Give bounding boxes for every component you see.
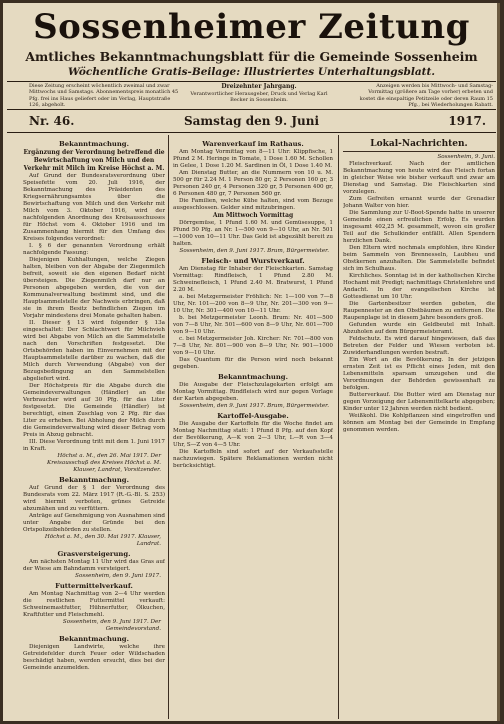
- signature: Sossenheim, den 9. Juni 1917.: [75, 573, 161, 579]
- issue-bar: [7, 111, 496, 131]
- column-divider: [168, 135, 169, 719]
- section-heading: Bekanntmachung.: [59, 140, 129, 148]
- issue-date: Samstag den 9. Juni: [183, 114, 320, 128]
- dateline: Sossenheim, 9. Juni.: [437, 154, 495, 160]
- article-paragraph: Auf Grund der Bundesratsverordnung über Speisefette vom 20. Juli 1916, der Bekanntmachung des Präsidenten des Kriegsernährungsamtes über die Bewirtschaftung von Milch und den Verkehr mit Milch vom 3. Oktober 1916, wird der nachfolgenden Anordnung des Kreisausschusses für Höchst vom 4. Oktober 1916 und im Zusammenhang hiermit für den Umfang des Kreises folgendes verordnet:: [23, 173, 165, 242]
- article-paragraph: b. bei Metzgermeister Leonh. Brum: Nr. 401—500 von 7—8 Uhr, Nr. 501—600 von 8—9 Uhr, Nr. 601—700 von 9—10 Uhr.: [173, 315, 333, 335]
- article-paragraph: III. Diese Verordnung tritt mit dem 1. Juni 1917 in Kraft.: [23, 439, 165, 452]
- section-heading: Futtermittelverkauf.: [55, 582, 133, 590]
- publisher-info: [183, 83, 335, 104]
- article-paragraph: Ein Wort an die Bevölkerung. In der jetzigen ernsten Zeit ist es Pflicht eines Jeden, mit den Lebensmitteln sparsam umzugehen und die Verordnungen der Behörden gewissenhaft zu befolgen.: [343, 357, 495, 391]
- divider: [7, 109, 496, 110]
- section-heading: Bekanntmachung.: [59, 635, 129, 643]
- section-heading: Fleisch- und Wurstverkauf.: [201, 257, 305, 265]
- signature: Höchst a. M., den 26. Mai 1917. Der Kreisausschuß des Kreises Höchst a. M. Klauser, Landrat, Vorsitzender.: [47, 453, 161, 473]
- article-paragraph: Fleischverkauf. Nach der amtlichen Bekanntmachung von heute wird das Fleisch fortan in gleicher Weise wie bisher verkauft und zwar am Dienstag und Samstag. Die Fleischkarten sind vorzulegen.: [343, 161, 495, 195]
- article-paragraph: Zum Gefreiten ernannt wurde der Grenadier Johann Walter von hier.: [343, 196, 495, 209]
- signature: Sossenheim, den 9. Juni 1917. Brum, Bürgermeister.: [179, 248, 329, 254]
- article-paragraph: Der Höchstpreis für die Abgabe durch die Gemeindeverwaltungen (Händler) an die Verbraucher wird auf 30 Pfg. für das Liter festgesetzt. Die Gemeinde (Händler) ist berechtigt, einen Zuschlag von 2 Pfg. für das Liter zu erheben. Bei Abholung der Milch durch die Gemeindeverwaltung wird dieser Betrag vom Preis in Abzug gebracht.: [23, 383, 165, 438]
- publisher-label: Verantwortlicher Herausgeber, Druck und Verlag Karl Becker in Sossenheim.: [190, 91, 328, 104]
- signature: Höchst a. M., den 30. Mai 1917. Klauser, Landrat.: [44, 534, 161, 547]
- section-heading: Warenverkauf im Rathaus.: [202, 140, 304, 148]
- article-paragraph: c. bei Metzgermeister Joh. Kircher: Nr. 701—800 von 7—8 Uhr, Nr. 801—900 von 8—9 Uhr, Nr. 901—1000 von 9—10 Uhr.: [173, 336, 333, 356]
- masthead-supplement: Wöchentliche Gratis-Beilage: Illustriertes Unterhaltungsblatt.: [67, 66, 436, 78]
- signature: Sossenheim, den 9. Juni 1917. Der Gemeindevorstand.: [62, 619, 161, 632]
- article-paragraph: Kirchliches. Sonntag ist in der katholischen Kirche Hochamt mit Predigt; nachmittags Christenlehre und Andacht. In der evangelischen Kirche ist Gottesdienst um 10 Uhr.: [343, 273, 495, 300]
- article-paragraph: Feldschutz. Es wird darauf hingewiesen, daß das Betreten der Felder und Wiesen verboten ist. Zuwiderhandlungen werden bestraft.: [343, 336, 495, 356]
- section-heading: Bekanntmachung.: [59, 476, 129, 484]
- article-paragraph: Gefunden wurde ein Geldbeutel mit Inhalt. Abzuholen auf dem Bürgermeisteramt.: [343, 322, 495, 335]
- issue-year: 1917.: [448, 114, 486, 128]
- masthead-title: Sossenheimer Zeitung: [33, 7, 470, 47]
- article-paragraph: Die Familien, welche Kühe halten, sind vom Bezuge ausgeschlossen. Gelder sind mitzubringen.: [173, 198, 333, 211]
- column-divider: [338, 135, 339, 719]
- section-heading: Kartoffel-Ausgabe.: [217, 412, 289, 420]
- article-paragraph: Am Dienstag Butter, an die Nummern von 10 u. M. 500 gr für 2.24 M. 1 Person 80 gr, 2 Personen 160 gr, 3 Personen 240 gr, 4 Personen 320 gr, 5 Personen 400 gr, 6 Personen 480 gr, 7 Personen 560 gr.: [173, 170, 333, 197]
- section-subheading: Am Mittwoch Vormittag: [212, 212, 294, 219]
- article-paragraph: Weißkohl. Die Kohlpflanzen sind eingetroffen und können am Montag bei der Gemeinde in Empfang genommen werden.: [343, 413, 495, 433]
- article-paragraph: Auf Grund der § 1 der Verordnung des Bundesrats vom 22. März 1917 (R.-G.-Bl. S. 253) wird hiermit verboten, grünes Getreide abzumähen und zu verfüttern.: [23, 485, 165, 512]
- divider: [7, 81, 496, 82]
- local-news-title: Lokal-Nachrichten.: [343, 138, 495, 152]
- article-paragraph: Die Ausgabe der Fleischzulagekarten erfolgt am Montag Vormittag. Rindfleisch wird nur gegen Vorlage der Karten abgegeben.: [173, 382, 333, 402]
- article-paragraph: a. bei Metzgermeister Fröhlich: Nr. 1—100 von 7—8 Uhr, Nr. 101—200 von 8—9 Uhr, Nr. 201—300 von 9—10 Uhr, Nr. 301—400 von 10—11 Uhr.: [173, 294, 333, 314]
- article-paragraph: Die Sammlung zur U-Boot-Spende hatte in unserer Gemeinde einen erfreulichen Erfolg. Es wurden insgesamt 402,25 M. gesammelt, wovon ein großer Teil auf die Schulkinder entfällt. Allen Spendern herzlichen Dank.: [343, 210, 495, 244]
- article-paragraph: Den Eltern wird nochmals empfohlen, ihre Kinder beim Sammeln von Brennesseln, Laubheu und Obstkernen anzuhalten. Die Sammelstelle befindet sich im Schulhaus.: [343, 245, 495, 272]
- article-paragraph: Die Gartenbesitzer werden gebeten, die Raupennester an den Obstbäumen zu entfernen. Die Raupenplage ist in diesem Jahre besonders groß.: [343, 301, 495, 321]
- column-local-news: [343, 138, 495, 718]
- article-paragraph: II. Dieser § 13 wird folgender § 13a eingeschaltet: Der Schlachtwert für Milchvieh wird bei Abgabe von Milch an die Sammelstelle nach den Vorschriften festgesetzt. Die Ortsbehörden haben im Einvernehmen mit der Hauptsammelstelle darüber zu wachen, daß die Milch durch Verwendung (Abgabe) von der Bezugsbedingung an den Sammelstellen abgeliefert wird.: [23, 320, 165, 382]
- article-paragraph: Butterverkauf. Die Butter wird am Dienstag nur gegen Vorzeigung der Lebensmittelkarte abgegeben; Kinder unter 12 Jahren werden nicht bedient.: [343, 392, 495, 412]
- article-paragraph: I. § 6 der genannten Verordnung erhält nachfolgende Fassung:: [23, 243, 165, 256]
- article-paragraph: Am Montag Vormittag von 8—11 Uhr: Klippfische, 1 Pfund 2 M. Heringe in Tomate, 1 Dose 1.60 M. Schollen in Gelee, 1 Dose 1.20 M. Sardinen in Öl, 1 Dose 1.40 M.: [173, 149, 333, 169]
- column-official-notices: [23, 138, 165, 718]
- article-paragraph: Am Dienstag für Inhaber der Fleischkarten. Samstag Vormittag: Rindfleisch, 1 Pfund 2.80 M. Schweinefleisch, 1 Pfund 2.40 M. Bratwurst, 1 Pfund 2.20 M.: [173, 266, 333, 293]
- article-paragraph: Am Montag Nachmittag von 2—4 Uhr werden die restlichen Futtermittel verkauft: Schweinemastfutter, Hühnerfutter, Ölkuchen, Kraftfutter und Fleischmehl.: [23, 591, 165, 618]
- article-paragraph: Am nächsten Montag 11 Uhr wird das Gras auf der Wiese am Bahndamm versteigert.: [23, 559, 165, 572]
- article-paragraph: Das Quantum für die Person wird noch bekannt gegeben.: [173, 357, 333, 370]
- section-subheading: Ergänzung der Verordnung betreffend die Bewirtschaftung von Milch und den Verkehr mit Milch im Kreise Höchst a. M.: [23, 149, 165, 172]
- section-heading: Bekanntmachung.: [218, 373, 288, 381]
- subscription-info: Diese Zeitung erscheint wöchentlich zweimal und zwar Mittwochs und Samstags. Abonnementspreis monatlich 45 Pfg. frei ins Haus geliefert oder im Verlag, Hauptstraße 126, abgeholt.: [29, 83, 179, 109]
- newspaper-page: [3, 3, 500, 721]
- article-paragraph: Die Kartoffeln sind sofort auf der Verkaufsstelle nachzuwiegen. Spätere Reklamationen werden nicht berücksichtigt.: [173, 449, 333, 469]
- divider: [7, 132, 496, 133]
- article-paragraph: Anträge auf Genehmigung von Ausnahmen sind unter Angabe der Gründe bei den Ortspolizeibehörden zu stellen.: [23, 513, 165, 533]
- column-sales-notices: [173, 138, 333, 718]
- article-paragraph: Dörrgemüse, 1 Pfund 1.60 M. und Gemüsesuppe, 1 Pfund 50 Pfg. an Nr. 1—500 von 9—10 Uhr, an Nr. 501—1000 von 10—11 Uhr. Das Geld ist abgezählt bereit zu halten.: [173, 220, 333, 247]
- article-paragraph: Die Ausgabe der Kartoffeln für die Woche findet am Montag Nachmittag statt: 1 Pfund 8 Pfg. auf den Kopf der Bevölkerung, A—K von 2—3 Uhr, L—R von 3—4 Uhr, S—Z von 4—5 Uhr.: [173, 421, 333, 448]
- section-heading: Grasversteigerung.: [57, 550, 131, 558]
- masthead-subtitle: Amtliches Bekanntmachungsblatt für die Gemeinde Sossenheim: [25, 49, 478, 64]
- signature: Sossenheim, den 9. Juni 1917. Brum, Bürgermeister.: [179, 403, 329, 409]
- binding-edge: [497, 3, 500, 721]
- volume-label: Dreizehnter Jahrgang.: [221, 83, 297, 90]
- article-paragraph: Diejenigen Landwirte, welche ihre Getreidefelder durch Feuer oder Wildschaden beschädigt haben, werden ersucht, dies bei der Gemeinde anzumelden.: [23, 644, 165, 671]
- advertising-info: Anzeigen werden bis Mittwoch- und Samstag-Vormittag (größere am Tage vorher) erbeten und kostet die einspaltige Petitzeile oder deren Raum 15 Pfg., bei Wiederholungen Rabatt.: [359, 83, 493, 109]
- issue-number: Nr. 46.: [29, 114, 75, 128]
- article-paragraph: Diejenigen Kuhhaltungen, welche Ziegen halten, bleiben von der Abgabe der Ziegenmilch befreit, soweit sie den eigenen Bedarf nicht übersteigen. Die Ziegenmilch darf nur an Personen abgegeben werden, die von der Kommunalverwaltung bestimmt sind, und die Hauptsammelstelle der Nachweis erbringen, daß sie in ihrem Besitz befindlichen Ziegen im Vorjahr mindestens drei Monate gehalten haben.: [23, 257, 165, 319]
